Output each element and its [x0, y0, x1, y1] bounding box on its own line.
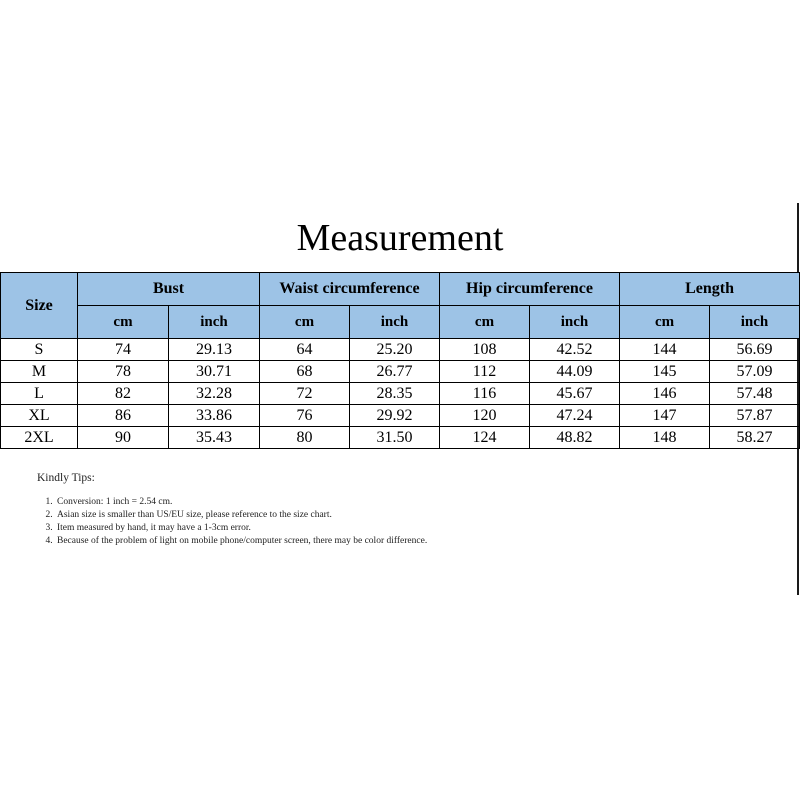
table-row: [1, 383, 800, 405]
size-cell: 2XL: [1, 427, 78, 449]
size-cell: XL: [1, 405, 78, 427]
value-cell: 57.48: [710, 383, 800, 405]
value-cell: 148: [620, 427, 710, 449]
unit-header-cm: cm: [78, 306, 169, 339]
unit-header-cm: cm: [620, 306, 710, 339]
value-cell: 72: [260, 383, 350, 405]
value-cell: 47.24: [530, 405, 620, 427]
value-cell: 29.13: [169, 339, 260, 361]
value-cell: 120: [440, 405, 530, 427]
size-cell: M: [1, 361, 78, 383]
group-header-length: Length: [620, 273, 800, 306]
tip-item: 1. Conversion: 1 inch = 2.54 cm.: [55, 496, 497, 509]
value-cell: 48.82: [530, 427, 620, 449]
page-title: Measurement: [296, 217, 504, 259]
value-cell: 32.28: [169, 383, 260, 405]
table-body: [1, 339, 800, 449]
unit-header-inch: inch: [169, 306, 260, 339]
tips-list: [37, 496, 497, 548]
size-cell: S: [1, 339, 78, 361]
value-cell: 58.27: [710, 427, 800, 449]
value-cell: 57.09: [710, 361, 800, 383]
value-cell: 35.43: [169, 427, 260, 449]
value-cell: 44.09: [530, 361, 620, 383]
table-row: [1, 427, 800, 449]
size-cell: L: [1, 383, 78, 405]
unit-header-inch: inch: [350, 306, 440, 339]
value-cell: 124: [440, 427, 530, 449]
tips-title: Kindly Tips:: [37, 472, 95, 484]
size-chart-table: [0, 272, 800, 449]
unit-header-cm: cm: [260, 306, 350, 339]
tip-item: 3. Item measured by hand, it may have a 1-3cm error.: [55, 522, 497, 535]
value-cell: 108: [440, 339, 530, 361]
header-group-row: [1, 273, 800, 306]
tip-item: 2. Asian size is smaller than US/EU size, please reference to the size chart.: [55, 509, 497, 522]
value-cell: 64: [260, 339, 350, 361]
value-cell: 57.87: [710, 405, 800, 427]
value-cell: 76: [260, 405, 350, 427]
value-cell: 86: [78, 405, 169, 427]
value-cell: 144: [620, 339, 710, 361]
value-cell: 29.92: [350, 405, 440, 427]
group-header-hip: Hip circumference: [440, 273, 620, 306]
value-cell: 28.35: [350, 383, 440, 405]
value-cell: 45.67: [530, 383, 620, 405]
value-cell: 33.86: [169, 405, 260, 427]
unit-header-inch: inch: [530, 306, 620, 339]
table-row: [1, 339, 800, 361]
value-cell: 25.20: [350, 339, 440, 361]
kindly-tips: [37, 472, 497, 548]
value-cell: 31.50: [350, 427, 440, 449]
header-unit-row: [1, 306, 800, 339]
value-cell: 78: [78, 361, 169, 383]
group-header-bust: Bust: [78, 273, 260, 306]
value-cell: 26.77: [350, 361, 440, 383]
group-header-waist: Waist circumference: [260, 273, 440, 306]
unit-header-cm: cm: [440, 306, 530, 339]
table-row: [1, 361, 800, 383]
value-cell: 116: [440, 383, 530, 405]
value-cell: 147: [620, 405, 710, 427]
value-cell: 90: [78, 427, 169, 449]
value-cell: 82: [78, 383, 169, 405]
value-cell: 112: [440, 361, 530, 383]
value-cell: 145: [620, 361, 710, 383]
unit-header-inch: inch: [710, 306, 800, 339]
table-row: [1, 405, 800, 427]
value-cell: 56.69: [710, 339, 800, 361]
value-cell: 30.71: [169, 361, 260, 383]
value-cell: 80: [260, 427, 350, 449]
tip-item: 4. Because of the problem of light on mobile phone/computer screen, there may be color difference.: [55, 535, 497, 548]
value-cell: 68: [260, 361, 350, 383]
value-cell: 146: [620, 383, 710, 405]
value-cell: 74: [78, 339, 169, 361]
size-header: Size: [1, 273, 78, 339]
value-cell: 42.52: [530, 339, 620, 361]
